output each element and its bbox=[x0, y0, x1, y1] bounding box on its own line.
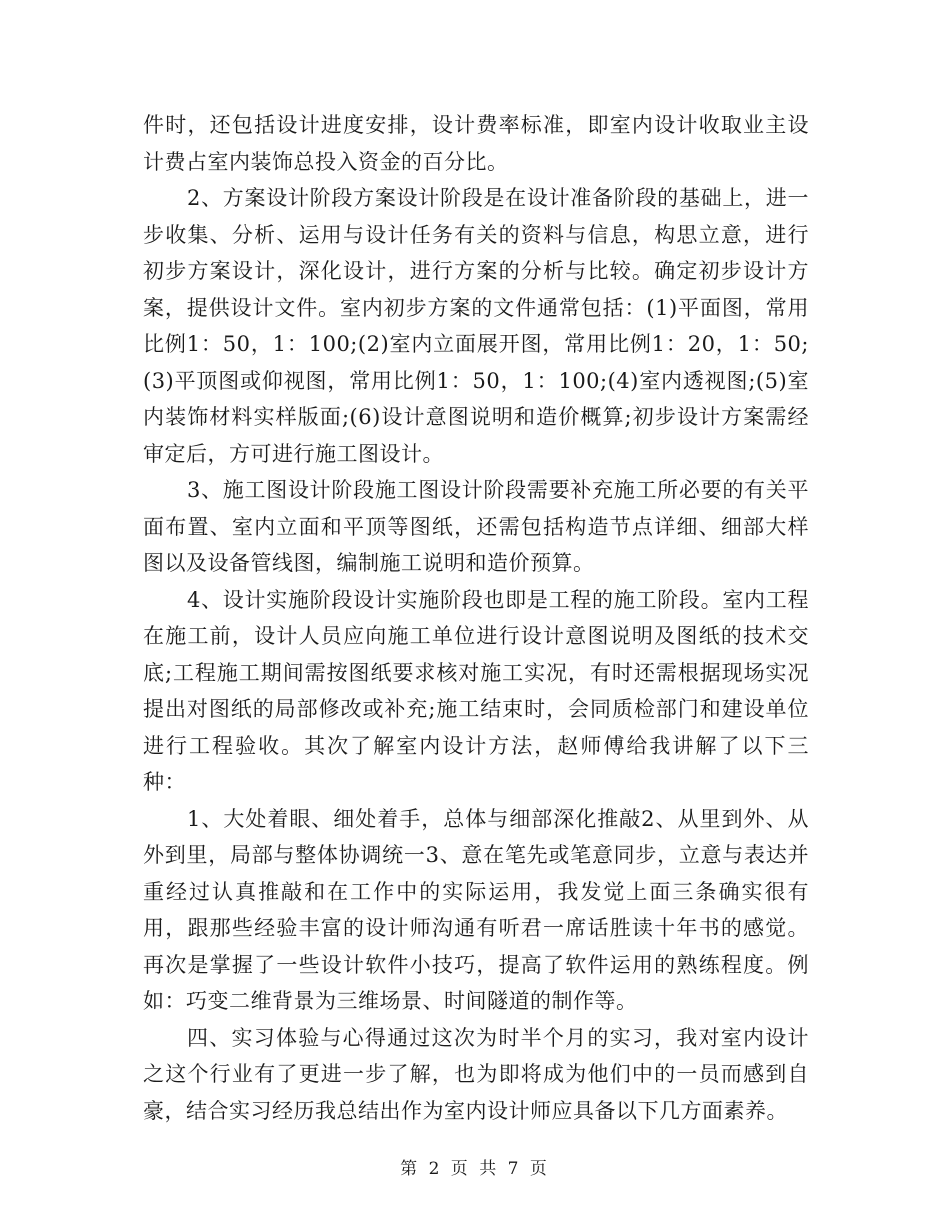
page-number-footer: 第 2 页 共 7 页 bbox=[400, 1159, 550, 1179]
document-body bbox=[143, 107, 809, 1129]
paragraph-internship-experience: 四、实习体验与心得通过这次为时半个月的实习，我对室内设计之这个行业有了更进一步了解，也为即将成为他们中的一员而感到自豪，结合实习经历我总结出作为室内设计师应具备以下几方面素养。 bbox=[143, 1025, 809, 1123]
paragraph-implementation: 4、设计实施阶段设计实施阶段也即是工程的施工阶段。室内工程在施工前，设计人员应向施工单位进行设计意图说明及图纸的技术交底;工程施工期间需按图纸要求核对施工实况，有时还需根据现场实况提出对图纸的局部修改或补充;施工结束时，会同质检部门和建设单位进行工程验收。其次了解室内设计方法，赵师傅给我讲解了以下三种： bbox=[143, 587, 809, 794]
paragraph-design-methods: 1、大处着眼、细处着手，总体与细部深化推敲2、从里到外、从外到里，局部与整体协调统一3、意在笔先或笔意同步，立意与表达并重经过认真推敲和在工作中的实际运用，我发觉上面三条确实很有用，跟那些经验丰富的设计师沟通有听君一席话胜读十年书的感觉。再次是掌握了一些设计软件小技巧，提高了软件运用的熟练程度。例如：巧变二维背景为三维场景、时间隧道的制作等。 bbox=[143, 806, 809, 1013]
paragraph-continuation: 件时，还包括设计进度安排，设计费率标准，即室内设计收取业主设计费占室内装饰总投入资金的百分比。 bbox=[143, 113, 809, 174]
paragraph-construction-drawing: 3、施工图设计阶段施工图设计阶段需要补充施工所必要的有关平面布置、室内立面和平顶等图纸，还需包括构造节点详细、细部大样图以及设备管线图，编制施工说明和造价预算。 bbox=[143, 478, 809, 575]
paragraph-scheme-design: 2、方案设计阶段方案设计阶段是在设计准备阶段的基础上，进一步收集、分析、运用与设计任务有关的资料与信息，构思立意，进行初步方案设计，深化设计，进行方案的分析与比较。确定初步设计方案，提供设计文件。室内初步方案的文件通常包括：(1)平面图，常用比例1：50，1：100;(2)室内立面展开图，常用比例1：20，1：50;(3)平顶图或仰视图，常用比例1：50，1：100;(4)室内透视图;(5)室内装饰材料实样版面;(6)设计意图说明和造价概算;初步设计方案需经审定后，方可进行施工图设计。 bbox=[143, 186, 809, 466]
